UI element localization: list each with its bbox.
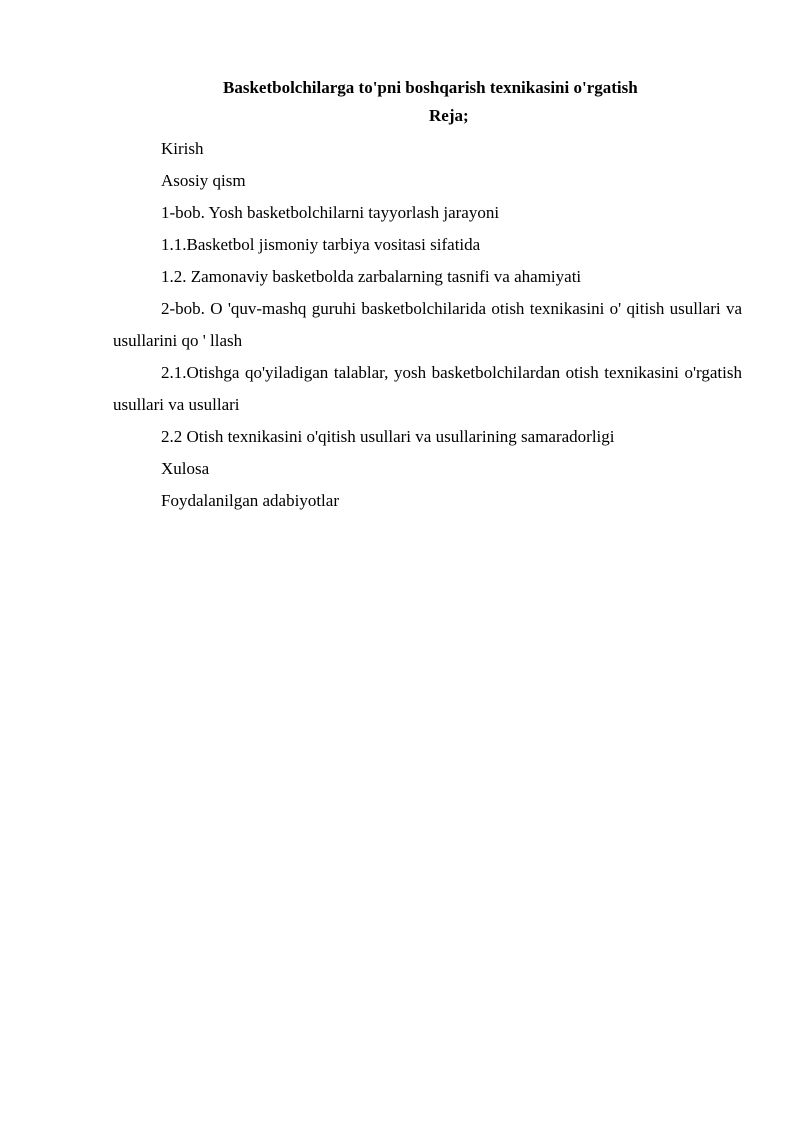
- toc-item-chapter-2: 2-bob. O 'quv-mashq guruhi basketbolchilarida otish texnikasini o' qitish usullari va usullarini qo ' llash: [113, 299, 742, 350]
- document-title: Basketbolchilarga to'pni boshqarish texnikasini o'rgatish: [223, 78, 638, 97]
- table-of-contents: [113, 133, 742, 517]
- toc-item-section-2-2: 2.2 Otish texnikasini o'qitish usullari va usullarining samaradorligi: [161, 427, 615, 446]
- toc-item-section-1-1: 1.1.Basketbol jismoniy tarbiya vositasi sifatida: [161, 235, 481, 254]
- toc-item-main-part: Asosiy qism: [161, 171, 246, 190]
- plan-heading: Reja;: [429, 106, 469, 125]
- document-content: [113, 74, 742, 517]
- toc-item-introduction: Kirish: [161, 139, 204, 158]
- toc-item-conclusion: Xulosa: [161, 459, 210, 478]
- toc-item-section-1-2: 1.2. Zamonaviy basketbolda zarbalarning tasnifi va ahamiyati: [161, 267, 582, 286]
- toc-item-references: Foydalanilgan adabiyotlar: [161, 491, 339, 510]
- toc-item-chapter-1: 1-bob. Yosh basketbolchilarni tayyorlash jarayoni: [161, 203, 500, 222]
- toc-item-section-2-1: 2.1.Otishga qo'yiladigan talablar, yosh basketbolchilardan otish texnikasini o'rgatish usullari va usullari: [113, 363, 742, 414]
